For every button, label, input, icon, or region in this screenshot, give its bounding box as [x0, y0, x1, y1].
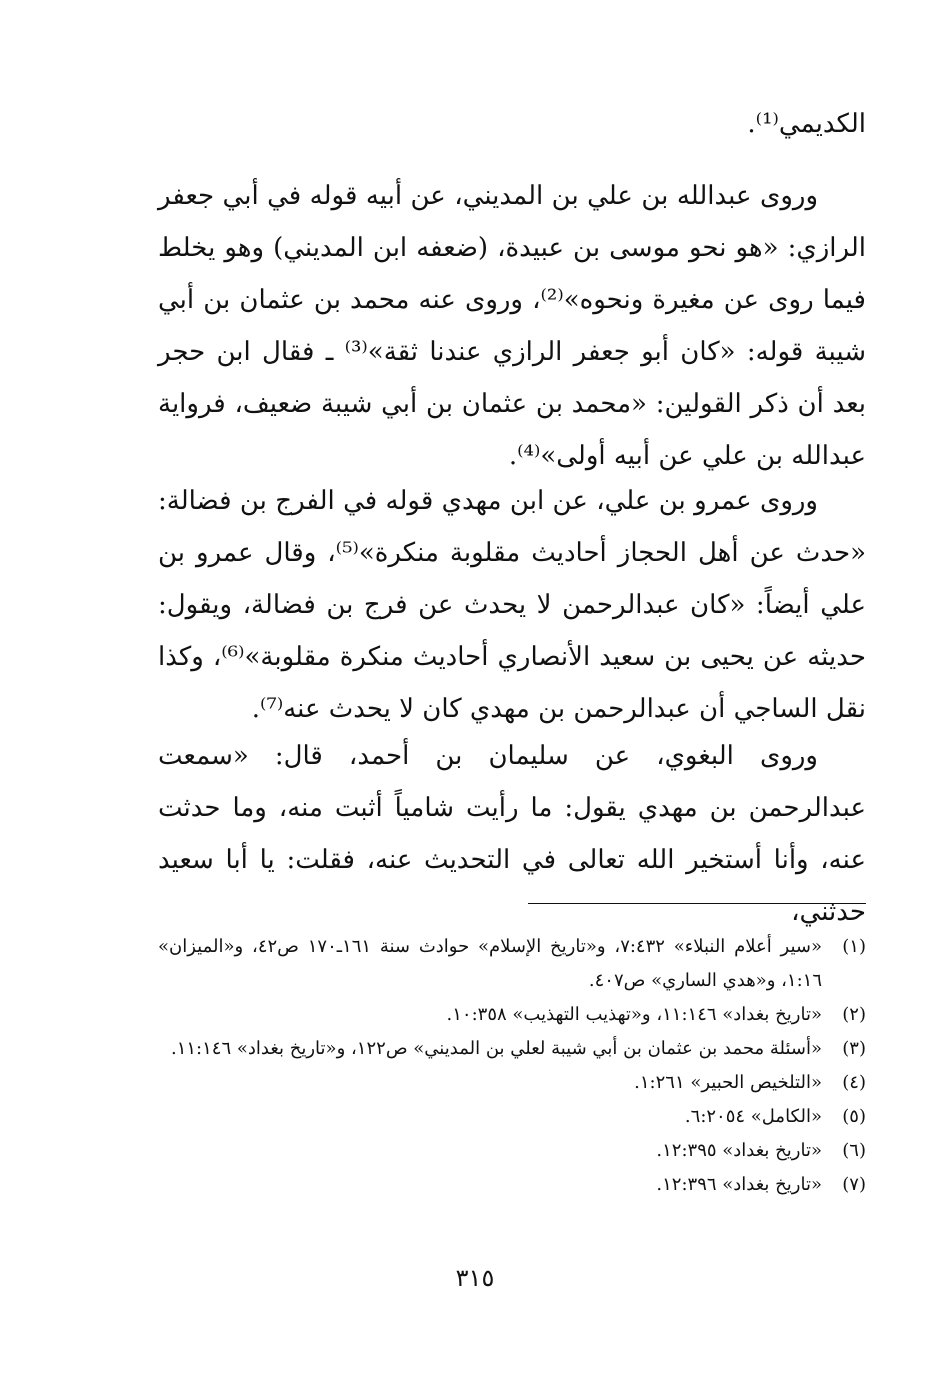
body-paragraph-3	[158, 730, 866, 938]
footnote-number: (٤)	[842, 1072, 866, 1093]
footnote-text: «سير أعلام النبلاء» ٧:٤٣٢، و«تاريخ الإسلام» حوادث سنة ١٦١ـ١٧٠ ص٤٢، و«الميزان» ١:١٦، و«هدي الساري» ص٤٠٧.	[158, 936, 822, 991]
footnote-number: (٦)	[842, 1140, 866, 1161]
footnote-text: «الكامل» ٦:٢٠٥٤.	[684, 1106, 822, 1127]
footnote-7	[158, 1168, 866, 1202]
footnote-number: (٥)	[842, 1106, 866, 1127]
body-paragraph-2	[158, 475, 866, 735]
footnote-3	[158, 1032, 866, 1066]
footnote-4	[158, 1066, 866, 1100]
footnote-divider	[528, 903, 866, 904]
body-continuation	[158, 98, 866, 150]
paragraph-text: وروى عبدالله بن علي بن المديني، عن أبيه قوله في أبي جعفر الرازي: «هو نحو موسى بن عبيدة، (ضعفه ابن المديني) وهو يخلط فيما روى عن مغيرة ونحوه»⁽²⁾، وروى عنه محمد بن عثمان بن أبي شيبة قوله: «كان أبو جعفر الرازي عندنا ثقة»⁽³⁾ ـ فقال ابن حجر بعد أن ذكر القولين: «محمد بن عثمان بن أبي شيبة ضعيف، فرواية عبدالله بن علي عن أبيه أولى»⁽⁴⁾.	[158, 181, 866, 471]
continuation-line: الكديمي⁽¹⁾.	[747, 109, 866, 139]
footnote-number: (٢)	[842, 1004, 866, 1025]
footnote-text: «أسئلة محمد بن عثمان بن أبي شيبة لعلي بن المديني» ص١٢٢، و«تاريخ بغداد» ١١:١٤٦.	[170, 1038, 822, 1059]
footnote-text: «تاريخ بغداد» ١١:١٤٦، و«تهذيب التهذيب» ١٠:٣٥٨.	[446, 1004, 822, 1025]
footnote-number: (٣)	[842, 1038, 866, 1059]
footnote-6	[158, 1134, 866, 1168]
footnotes	[158, 930, 866, 1202]
page-number: ٣١٥	[455, 1264, 495, 1292]
footnote-text: «التلخيص الحبير» ١:٢٦١.	[634, 1072, 822, 1093]
footnote-5	[158, 1100, 866, 1134]
paragraph-text: وروى عمرو بن علي، عن ابن مهدي قوله في الفرج بن فضالة: «حدث عن أهل الحجاز أحاديث مقلوبة منكرة»⁽⁵⁾، وقال عمرو بن علي أيضاً: «كان عبدالرحمن لا يحدث عن فرج بن فضالة، ويقول: حديثه عن يحيى بن سعيد الأنصاري أحاديث منكرة مقلوبة»⁽⁶⁾، وكذا نقل الساجي أن عبدالرحمن بن مهدي كان لا يحدث عنه⁽⁷⁾.	[158, 486, 866, 724]
paragraph-text: وروى البغوي، عن سليمان بن أحمد، قال: «سمعت عبدالرحمن بن مهدي يقول: ما رأيت شامياً أثبت منه، وما حدثت عنه، وأنا أستخير الله تعالى في التحديث عنه، فقلت: يا أبا سعيد حدثني،	[158, 741, 866, 927]
footnote-1	[158, 930, 866, 998]
footnote-text: «تاريخ بغداد» ١٢:٣٩٥.	[656, 1140, 822, 1161]
body-paragraph-1	[158, 170, 866, 482]
footnote-2	[158, 998, 866, 1032]
footnote-number: (٧)	[842, 1174, 866, 1195]
footnote-text: «تاريخ بغداد» ١٢:٣٩٦.	[656, 1174, 822, 1195]
footnote-number: (١)	[842, 936, 866, 957]
